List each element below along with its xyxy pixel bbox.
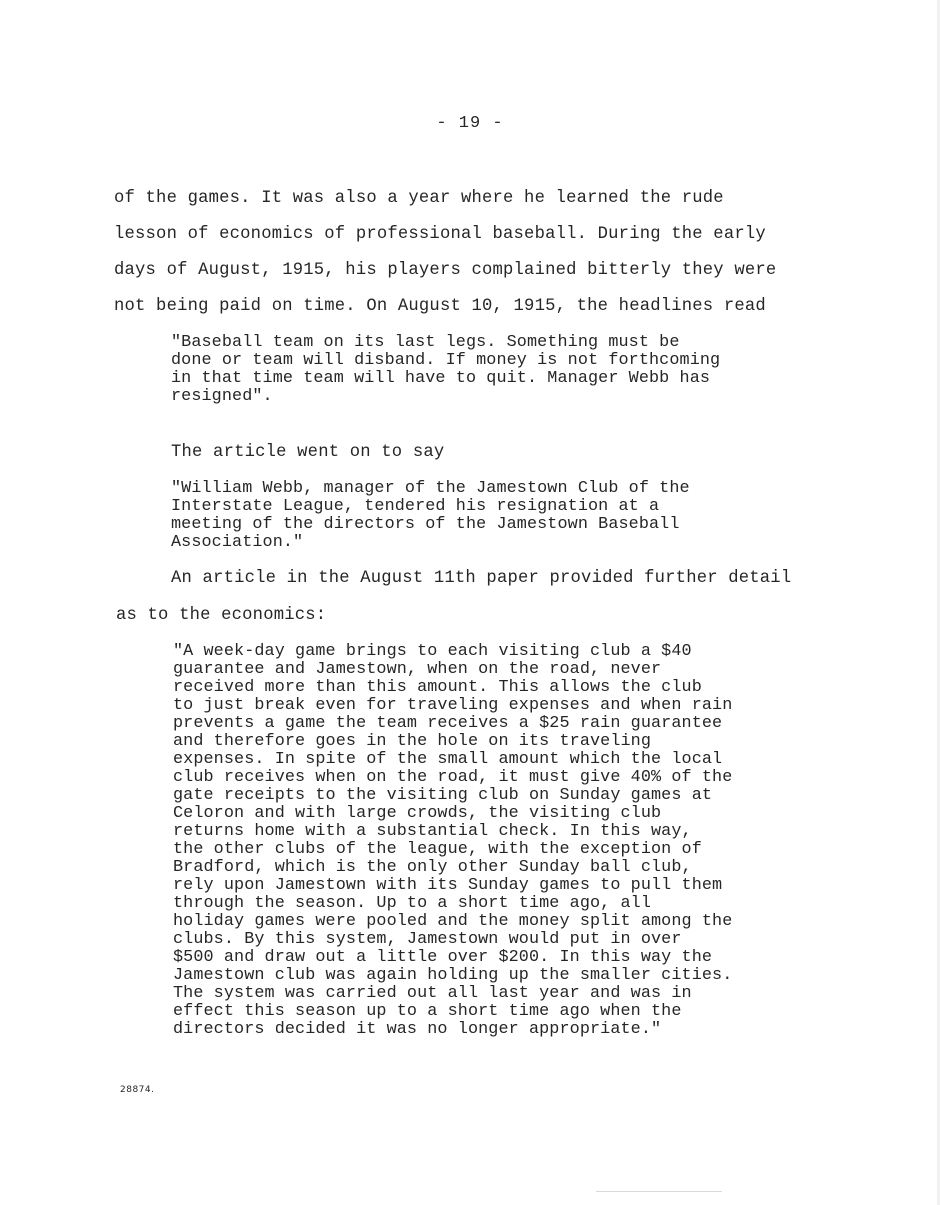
paragraph-line: not being paid on time. On August 10, 1915, the headlines read (114, 297, 766, 316)
paragraph-line: of the games. It was also a year where he learned the rude (114, 189, 724, 208)
quote-line: directors decided it was no longer appropriate." (173, 1020, 662, 1039)
quote-line: returns home with a substantial check. In this way, (173, 822, 692, 841)
paragraph-line: days of August, 1915, his players complained bitterly they were (114, 261, 777, 280)
quote-line: $500 and draw out a little over $200. In this way the (173, 948, 713, 967)
quote-line: "A week-day game brings to each visiting club a $40 (173, 642, 692, 661)
quote-line: gate receipts to the visiting club on Sunday games at (173, 786, 713, 805)
paragraph-line: lesson of economics of professional baseball. During the early (114, 225, 766, 244)
quote-line: Bradford, which is the only other Sunday ball club, (173, 858, 692, 877)
quote-line: the other clubs of the league, with the exception of (173, 840, 702, 859)
quote-line: Association." (171, 533, 304, 552)
quote-line: rely upon Jamestown with its Sunday games to pull them (173, 876, 723, 895)
quote-line: received more than this amount. This allows the club (173, 678, 702, 697)
quote-line: effect this season up to a short time ago when the (173, 1002, 682, 1021)
paragraph-line: The article went on to say (171, 443, 445, 462)
quote-line: The system was carried out all last year and was in (173, 984, 692, 1003)
quote-line: to just break even for traveling expenses and when rain (173, 696, 733, 715)
quote-line: "William Webb, manager of the Jamestown Club of the (171, 479, 690, 498)
quote-line: clubs. By this system, Jamestown would put in over (173, 930, 682, 949)
paragraph-line: as to the economics: (116, 606, 327, 625)
document-code: 28874. (120, 1085, 155, 1095)
quote-line: "Baseball team on its last legs. Something must be (171, 333, 680, 352)
quote-line: meeting of the directors of the Jamestown Baseball (171, 515, 680, 534)
quote-line: Jamestown club was again holding up the smaller cities. (173, 966, 733, 985)
page-number: - 19 - (436, 114, 504, 133)
quote-line: Interstate League, tendered his resignation at a (171, 497, 660, 516)
quote-line: done or team will disband. If money is not forthcoming (171, 351, 721, 370)
quote-line: prevents a game the team receives a $25 rain guarantee (173, 714, 723, 733)
quote-line: club receives when on the road, it must give 40% of the (173, 768, 733, 787)
quote-line: expenses. In spite of the small amount which the local (173, 750, 723, 769)
quote-line: and therefore goes in the hole on its traveling (173, 732, 652, 751)
paragraph-line: An article in the August 11th paper provided further detail (171, 569, 792, 588)
scan-artifact-line (596, 1191, 722, 1192)
quote-line: through the season. Up to a short time ago, all (173, 894, 652, 913)
quote-line: resigned". (171, 387, 273, 406)
quote-line: guarantee and Jamestown, when on the road, never (173, 660, 662, 679)
quote-line: holiday games were pooled and the money split among the (173, 912, 733, 931)
quote-line: in that time team will have to quit. Manager Webb has (171, 369, 711, 388)
quote-line: Celoron and with large crowds, the visiting club (173, 804, 662, 823)
